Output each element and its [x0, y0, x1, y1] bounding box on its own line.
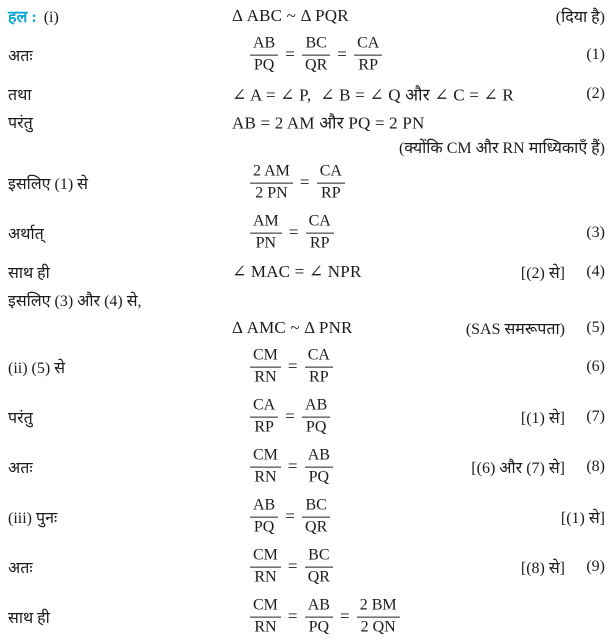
row-annotations [399, 136, 605, 158]
equation-text: Δ ABC ~ Δ PQR [232, 6, 349, 25]
reason-note: [(8) से] [520, 560, 565, 577]
solution-row [8, 492, 605, 542]
row-annotations [466, 317, 605, 339]
fraction-numerator: 2 AM [250, 163, 293, 184]
equation [250, 547, 333, 588]
equation-number: (8) [586, 458, 605, 475]
fraction-numerator: AB [305, 447, 333, 468]
fraction-numerator: CA [354, 35, 382, 56]
fraction [357, 597, 400, 638]
row-label: इसलिए (3) और (4) से, [8, 293, 142, 310]
fraction-numerator: AB [302, 397, 330, 418]
fraction-numerator: AB [250, 35, 278, 56]
row-annotations [521, 406, 605, 428]
fraction [305, 447, 333, 488]
solution-row [8, 314, 605, 342]
fraction-denominator: RP [254, 418, 274, 436]
solution-row [8, 442, 605, 492]
equation-text: Δ AMC ~ Δ PNR [232, 318, 353, 337]
reason-note: [(6) और (7) से] [471, 460, 565, 477]
fraction [302, 497, 330, 538]
fraction [305, 547, 333, 588]
fraction-denominator: RN [254, 568, 277, 586]
row-label: परंतु [8, 410, 33, 427]
fraction [354, 35, 382, 76]
fraction-numerator: BC [302, 497, 330, 518]
equation-text: = [339, 607, 350, 626]
fraction [302, 397, 330, 438]
equation-text: = [287, 457, 298, 476]
solution-row [8, 158, 605, 208]
fraction-denominator: QR [305, 56, 328, 74]
fraction-numerator: CA [305, 347, 333, 368]
equation-text: = [299, 173, 310, 192]
equation-number: (7) [586, 408, 605, 425]
row-label: तथा [8, 87, 32, 104]
fraction [250, 163, 293, 204]
fraction [250, 547, 281, 588]
equation [250, 35, 382, 76]
reason-note: [(1) से] [520, 410, 565, 427]
equation [232, 111, 424, 134]
row-annotations [471, 456, 605, 478]
fraction-numerator: BC [305, 547, 333, 568]
solution-row [8, 286, 605, 314]
fraction-denominator: RN [254, 618, 277, 636]
row-annotations [556, 5, 605, 27]
equation [250, 347, 333, 388]
equation [250, 213, 334, 254]
fraction-numerator: BC [302, 35, 330, 56]
solution-rows [8, 2, 605, 642]
fraction-numerator: AB [250, 497, 278, 518]
row-annotations [581, 358, 605, 376]
equation [250, 163, 345, 204]
fraction [250, 597, 281, 638]
fraction-denominator: RN [254, 368, 277, 386]
equation-number: (9) [586, 558, 605, 575]
fraction-denominator: RP [309, 368, 329, 386]
equation-text: = [287, 607, 298, 626]
reason-note: (क्योंकि CM और RN माध्यिकाएँ हैं) [398, 140, 605, 157]
fraction-numerator: CA [250, 397, 278, 418]
solution-row [8, 80, 605, 108]
fraction-denominator: QR [305, 518, 328, 536]
equation [250, 597, 400, 638]
fraction-denominator: PQ [253, 518, 275, 536]
equation-text: = [285, 407, 296, 426]
equation-number: (3) [586, 224, 605, 241]
fraction [250, 347, 281, 388]
fraction-numerator: CM [250, 547, 281, 568]
equation-text: AB = 2 AM और PQ = 2 PN [232, 113, 425, 133]
row-annotations [581, 85, 605, 103]
fraction [306, 213, 334, 254]
equation [250, 397, 330, 438]
fraction-numerator: AM [250, 213, 282, 234]
fraction-denominator: 2 PN [255, 184, 288, 202]
row-label: अतः [8, 560, 33, 577]
fraction-denominator: PN [255, 234, 277, 252]
row-label: अर्थात् [8, 226, 44, 243]
fraction [305, 347, 333, 388]
fraction-numerator: CA [317, 163, 345, 184]
equation [250, 447, 333, 488]
solution-row [8, 136, 605, 158]
solution-row [8, 258, 605, 286]
fraction-denominator: 2 QN [360, 618, 396, 636]
equation-number: (6) [586, 358, 605, 375]
solution-row [8, 592, 605, 642]
fraction-denominator: RP [321, 184, 341, 202]
row-label: इसलिए (1) से [8, 176, 88, 193]
fraction-denominator: PQ [305, 418, 327, 436]
fraction-denominator: PQ [308, 618, 330, 636]
fraction-numerator: CM [250, 447, 281, 468]
row-label: साथ ही [8, 265, 50, 282]
equation [250, 497, 330, 538]
row-label: (ii) (5) से [8, 360, 66, 377]
equation-text: = [287, 557, 298, 576]
row-annotations [561, 506, 605, 528]
row-annotations [581, 224, 605, 242]
fraction-denominator: QR [307, 568, 330, 586]
equation-number: (5) [586, 319, 605, 336]
equation-number: (1) [586, 46, 605, 63]
equation [232, 318, 353, 338]
row-annotations [521, 261, 605, 283]
fraction-numerator: CM [250, 347, 281, 368]
equation-text: = [287, 357, 298, 376]
equation [232, 83, 514, 106]
solution-row [8, 2, 605, 30]
solution-row [8, 208, 605, 258]
row-label: साथ ही [8, 610, 50, 627]
equation-text: = [285, 507, 296, 526]
fraction [317, 163, 345, 204]
fraction-denominator: RN [254, 468, 277, 486]
reason-note: (दिया है) [555, 9, 605, 26]
fraction [305, 597, 333, 638]
solution-row [8, 108, 605, 136]
fraction-denominator: RP [358, 56, 378, 74]
fraction-numerator: 2 BM [357, 597, 400, 618]
solution-row [8, 342, 605, 392]
row-label: (iii) पुनः [8, 510, 58, 527]
row-label: हल : (i) [8, 9, 59, 26]
fraction-numerator: CA [306, 213, 334, 234]
fraction-denominator: RP [309, 234, 330, 252]
fraction [250, 447, 281, 488]
row-annotations [581, 46, 605, 64]
fraction-denominator: PQ [308, 468, 330, 486]
fraction [302, 35, 330, 76]
equation-text: ∠ A = ∠ P, ∠ B = ∠ Q और ∠ C = ∠ R [232, 85, 514, 105]
equation-text: ∠ MAC = ∠ NPR [232, 262, 362, 281]
row-label: परंतु [8, 115, 33, 132]
row-label: अतः [8, 48, 33, 65]
equation-text: = [288, 223, 299, 242]
equation-text: = [337, 45, 348, 64]
solution-row [8, 392, 605, 442]
fraction [250, 497, 278, 538]
fraction [250, 35, 278, 76]
equation-number: (2) [586, 85, 605, 102]
reason-note: (SAS समरूपता) [465, 321, 565, 338]
reason-note: [(1) से] [560, 510, 605, 527]
fraction-denominator: PQ [253, 56, 275, 74]
row-label: अतः [8, 460, 33, 477]
fraction-numerator: CM [250, 597, 281, 618]
fraction-numerator: AB [305, 597, 333, 618]
reason-note: [(2) से] [520, 265, 565, 282]
equation-text: = [285, 45, 296, 64]
row-annotations [521, 556, 605, 578]
equation [232, 6, 349, 26]
equation [232, 262, 361, 282]
fraction [250, 397, 278, 438]
solution-row [8, 542, 605, 592]
solution-heading: हल : [8, 9, 37, 26]
equation-number: (4) [586, 263, 605, 280]
solution-row [8, 30, 605, 80]
fraction [250, 213, 282, 254]
